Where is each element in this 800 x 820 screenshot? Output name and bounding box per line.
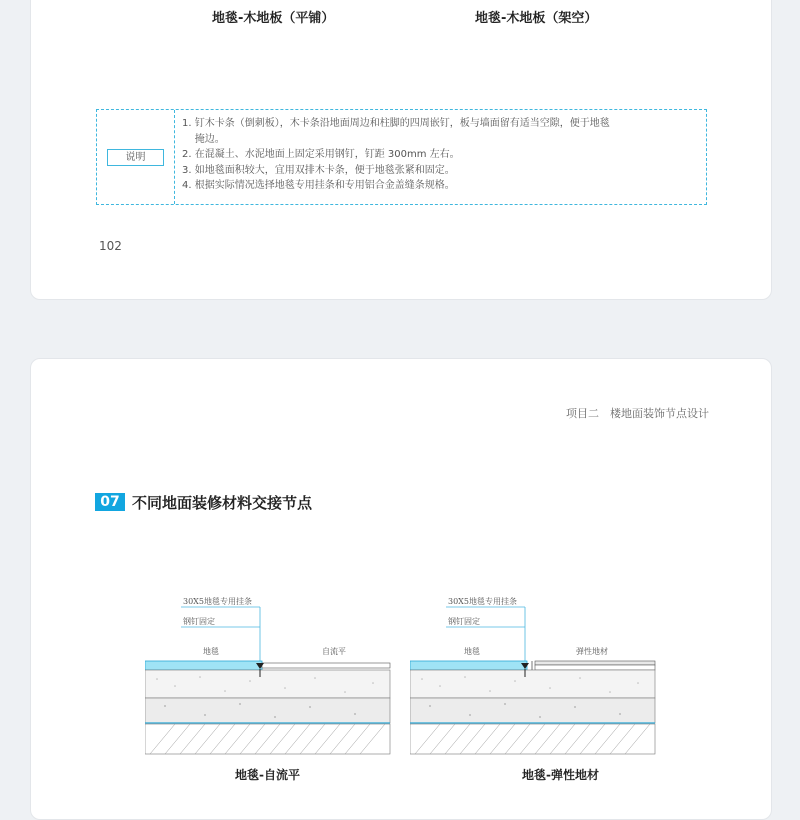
label-carpet-strip: 30X5地毯专用挂条: [448, 597, 517, 606]
note-lines: [182, 116, 702, 194]
note-line: 2. 在混凝土、水泥地面上固定采用钢钉，钉距 300mm 左右。: [182, 149, 460, 160]
note-line: 4. 根据实际情况选择地毯专用挂条和专用铝合金盖缝条规格。: [182, 180, 455, 191]
running-header: 项目二 楼地面装饰节点设计: [566, 407, 709, 420]
page-102: [30, 0, 772, 300]
page-103: [30, 358, 772, 820]
mortar-layer: [410, 670, 655, 698]
diagram-caption: 地毯-自流平: [235, 768, 300, 782]
label-carpet: 地毯: [203, 647, 219, 656]
caption-carpet-wood-flat: 地毯-木地板（平铺）: [212, 11, 335, 26]
detail-diagram-carpet-self-leveling: [145, 591, 395, 782]
section-drawing: [145, 591, 395, 761]
label-carpet: 地毯: [464, 647, 480, 656]
leveling-layer: [535, 665, 655, 670]
section-title: 不同地面装修材料交接节点: [132, 494, 313, 512]
carpet-layer: [410, 661, 527, 670]
diagram-caption: 地毯-弹性地材: [522, 768, 599, 782]
caption-carpet-wood-raised: 地毯-木地板（架空）: [475, 11, 598, 26]
section-number-badge: 07: [95, 493, 125, 511]
concrete-layer: [145, 698, 390, 723]
mortar-layer: [145, 670, 390, 698]
label-nail-fixing: 钢钉固定: [448, 617, 480, 626]
note-line: 掩边。: [182, 133, 225, 145]
note-line: 1. 钉木卡条（倒刺板），木卡条沿地面周边和柱脚的四周嵌钉，板与墙面留有适当空隙，便于地毯: [182, 118, 610, 129]
note-label: 说明: [107, 149, 164, 166]
page-number: 102: [99, 239, 122, 253]
note-box: [96, 109, 707, 205]
label-nail-fixing: 钢钉固定: [183, 617, 215, 626]
section-drawing: [410, 591, 660, 761]
label-elastic-floor: 弹性地材: [576, 647, 608, 656]
self-leveling-layer: [262, 663, 390, 668]
note-line: 3. 如地毯面积较大，宜用双排木卡条，便于地毯张紧和固定。: [182, 164, 455, 176]
concrete-layer: [410, 698, 655, 723]
carpet-layer: [145, 661, 262, 670]
note-label-cell: [97, 110, 175, 204]
detail-diagram-carpet-elastic-floor: [410, 591, 660, 782]
elastic-floor-layer: [535, 661, 655, 665]
label-self-leveling: 自流平: [322, 647, 346, 656]
label-carpet-strip: 30X5地毯专用挂条: [183, 597, 252, 606]
